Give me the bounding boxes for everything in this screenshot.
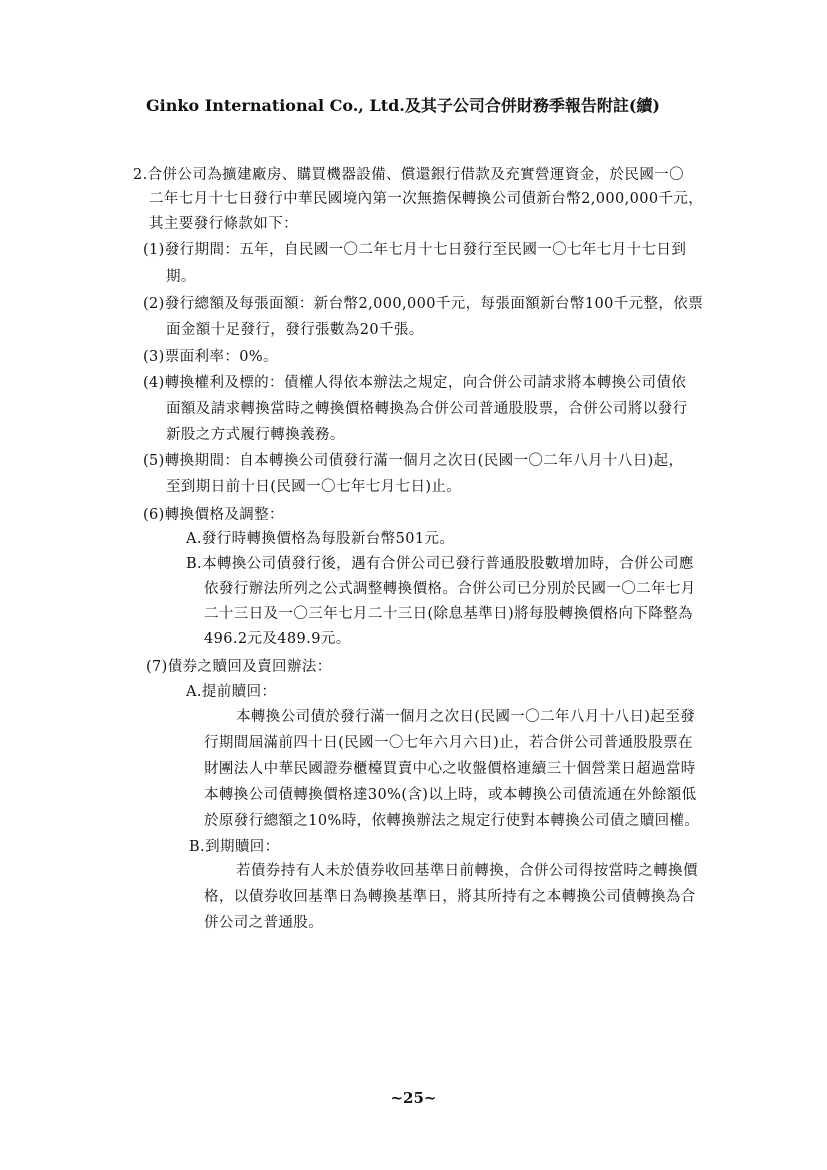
text-line: 於原發行總額之10%時，依轉換辦法之規定行使對本轉換公司債之贖回權。 [204, 813, 700, 829]
text-line: B.本轉換公司債發行後，遇有合併公司已發行普通股股數增加時，合併公司應 [186, 556, 694, 572]
text-line: 其主要發行條款如下： [149, 216, 298, 232]
text-line: 期。 [166, 269, 196, 285]
text-line: 併公司之普通股。 [204, 915, 324, 931]
text-line: 行期間屆滿前四十日(民國一〇七年六月六日)止，若合併公司普通股股票在 [204, 735, 693, 751]
text-line: 本轉換公司債轉換價格達30%(含)以上時，或本轉換公司債流通在外餘額低 [204, 787, 697, 803]
text-line: 格，以債券收回基準日為轉換基準日，將其所持有之本轉換公司債轉換為合 [204, 889, 696, 905]
text-line: (3)票面利率：0%。 [143, 349, 278, 365]
text-line: 若債券持有人未於債券收回基準日前轉換，合併公司得按當時之轉換價 [236, 863, 698, 879]
page-header-title: Ginko International Co., Ltd.及其子公司合併財務季報告附註(續) [146, 96, 660, 115]
text-line: (2)發行總額及每張面額：新台幣2,000,000千元，每張面額新台幣100千元整，依票 [143, 296, 704, 312]
text-line: 二年七月十七日發行中華民國境內第一次無擔保轉換公司債新台幣2,000,000千元， [149, 191, 704, 207]
text-line: 496.2元及489.9元。 [204, 631, 351, 647]
text-line: A.提前贖回： [186, 684, 277, 700]
text-line: 面金額十足發行，發行張數為20千張。 [166, 322, 424, 338]
text-line: 面額及請求轉換當時之轉換價格轉換為合併公司普通股股票，合併公司將以發行 [166, 401, 688, 417]
text-line: 至到期日前十日(民國一〇七年七月七日)止。 [166, 479, 462, 495]
text-line: (6)轉換價格及調整： [143, 507, 284, 523]
text-line: (1)發行期間：五年，自民國一〇二年七月十七日發行至民國一〇七年七月十七日到 [143, 242, 687, 258]
page-number: ~25~ [390, 1089, 437, 1107]
text-line: (5)轉換期間：自本轉換公司債發行滿一個月之次日(民國一〇二年八月十八日)起， [143, 453, 684, 469]
text-line: (7)債券之贖回及賣回辦法： [146, 659, 332, 675]
text-line: 本轉換公司債於發行滿一個月之次日(民國一〇二年八月十八日)起至發 [236, 709, 696, 725]
text-line: 新股之方式履行轉換義務。 [166, 427, 345, 443]
text-line: (4)轉換權利及標的：債權人得依本辦法之規定，向合併公司請求將本轉換公司債依 [143, 375, 687, 391]
text-line: 二十三日及一〇三年七月二十三日(除息基準日)將每股轉換價格向下降整為 [204, 606, 693, 622]
text-line: 財團法人中華民國證券櫃檯買賣中心之收盤價格連續三十個營業日超過當時 [204, 761, 696, 777]
text-line: 依發行辦法所列之公式調整轉換價格。合併公司已分別於民國一〇二年七月 [204, 581, 696, 597]
text-line: A.發行時轉換價格為每股新台幣501元。 [186, 531, 455, 547]
text-line: B.到期贖回： [189, 839, 280, 855]
text-line: 2.合併公司為擴建廠房、購買機器設備、償還銀行借款及充實營運資金，於民國一〇 [133, 167, 685, 183]
